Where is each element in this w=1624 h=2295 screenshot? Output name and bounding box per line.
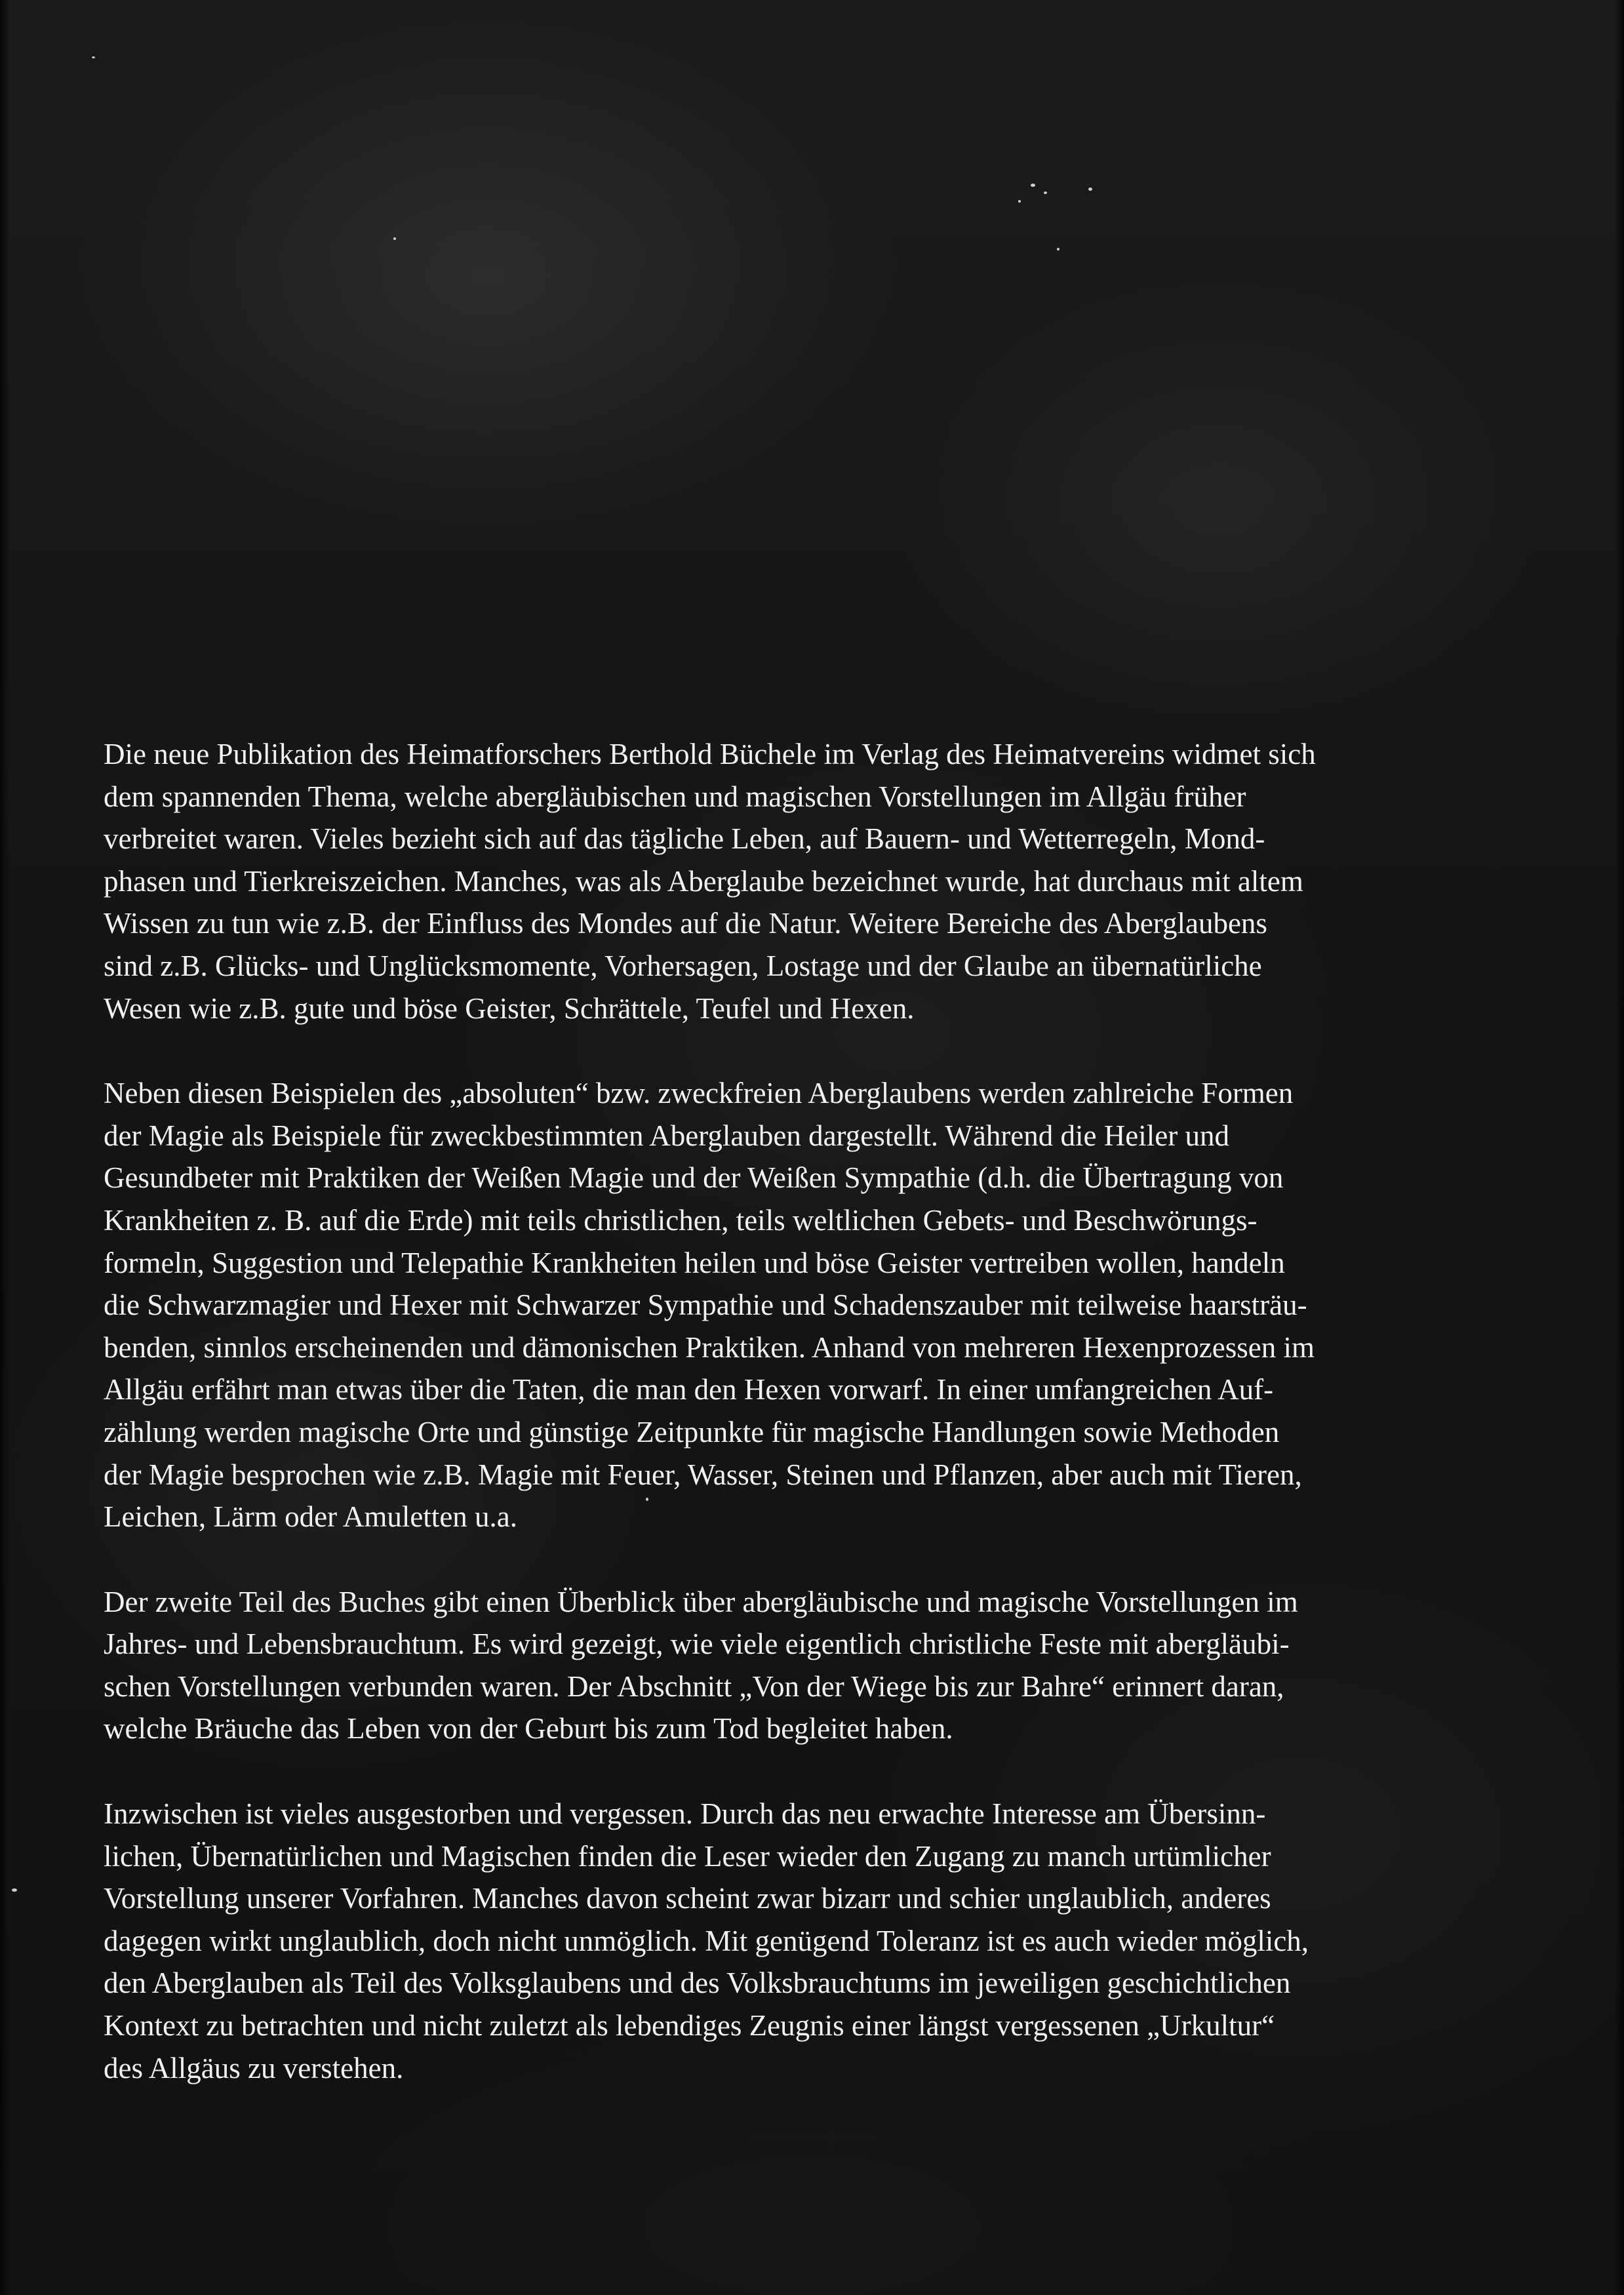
dust-speck (12, 1888, 17, 1892)
text-line: der Magie als Beispiele für zweckbestimmten Aberglauben dargestellt. Während die Heiler und (104, 1119, 1229, 1152)
text-line: dem spannenden Thema, welche abergläubischen und magischen Vorstellungen im Allgäu früher (104, 780, 1246, 813)
text-line: Wissen zu tun wie z.B. der Einfluss des Mondes auf die Natur. Weitere Bereiche des Aberglaubens (104, 907, 1267, 940)
blurb-paragraph-3 (104, 1581, 1572, 1750)
text-line: Gesundbeter mit Praktiken der Weißen Magie und der Weißen Sympathie (d.h. die Übertragung von (104, 1161, 1284, 1195)
text-line: Vorstellung unserer Vorfahren. Manches davon scheint zwar bizarr und schier unglaublich, anderes (104, 1882, 1271, 1915)
text-line: des Allgäus zu verstehen. (104, 2051, 404, 2085)
text-line: dagegen wirkt unglaublich, doch nicht unmöglich. Mit genügend Toleranz ist es auch wieder möglich, (104, 1924, 1309, 1957)
text-line: phasen und Tierkreiszeichen. Manches, was als Aberglaube bezeichnet wurde, hat durchaus mit altem (104, 864, 1303, 898)
cover-right-edge (1615, 0, 1624, 2295)
text-line: schen Vorstellungen verbunden waren. Der Abschnitt „Von der Wiege bis zur Bahre“ erinnert daran, (104, 1669, 1284, 1703)
blurb-paragraph-1 (104, 733, 1572, 1029)
text-line: der Magie besprochen wie z.B. Magie mit Feuer, Wasser, Steinen und Pflanzen, aber auch mit Tieren, (104, 1458, 1302, 1491)
text-line: Jahres- und Lebensbrauchtum. Es wird gezeigt, wie viele eigentlich christliche Feste mit abergläubi- (104, 1627, 1290, 1661)
text-line: benden, sinnlos erscheinenden und dämonischen Praktiken. Anhand von mehreren Hexenprozessen im (104, 1330, 1315, 1364)
dust-speck (1044, 191, 1047, 194)
dust-speck (393, 237, 396, 240)
text-line: formeln, Suggestion und Telepathie Krankheiten heilen und böse Geister vertreiben wollen, handeln (104, 1246, 1285, 1279)
text-line: Die neue Publikation des Heimatforschers Berthold Büchele im Verlag des Heimatvereins widmet sich (104, 738, 1316, 770)
dust-speck (1031, 184, 1035, 187)
dust-speck (1088, 188, 1092, 191)
text-line: Krankheiten z. B. auf die Erde) mit teils christlichen, teils weltlichen Gebets- und Beschwörungs- (104, 1203, 1258, 1237)
text-line: Neben diesen Beispielen des „absoluten“ bzw. zweckfreien Aberglaubens werden zahlreiche Formen (104, 1077, 1294, 1110)
text-line: welche Bräuche das Leben von der Geburt bis zum Tod begleitet haben. (104, 1712, 953, 1746)
cover-left-edge (0, 0, 9, 2295)
text-line: Allgäu erfährt man etwas über die Taten, die man den Hexen vorwarf. In einer umfangreichen Auf- (104, 1373, 1274, 1407)
blurb-paragraph-2 (104, 1072, 1572, 1538)
text-line: sind z.B. Glücks- und Unglücksmomente, Vorhersagen, Lostage und der Glaube an übernatürliche (104, 949, 1262, 982)
text-line: Leichen, Lärm oder Amuletten u.a. (104, 1500, 518, 1534)
text-line: die Schwarzmagier und Hexer mit Schwarzer Sympathie und Schadenszauber mit teilweise haarsträu- (104, 1288, 1307, 1322)
text-line: verbreitet waren. Vieles bezieht sich auf das tägliche Leben, auf Bauern- und Wetterregeln, Mond- (104, 822, 1265, 856)
dust-speck (92, 56, 95, 58)
text-line: Wesen wie z.B. gute und böse Geister, Schrättele, Teufel und Hexen. (104, 991, 915, 1025)
text-line: Der zweite Teil des Buches gibt einen Überblick über abergläubische und magische Vorstellungen im (104, 1585, 1298, 1618)
cover-blurb (104, 733, 1572, 2132)
dust-speck (1018, 200, 1021, 203)
text-line: Kontext zu betrachten und nicht zuletzt als lebendiges Zeugnis einer längst vergessenen „Urkultur“ (104, 2009, 1275, 2043)
text-line: zählung werden magische Orte und günstige Zeitpunkte für magische Handlungen sowie Methoden (104, 1415, 1280, 1448)
dust-speck (1057, 248, 1060, 250)
blurb-paragraph-4 (104, 1793, 1572, 2089)
text-line: den Aberglauben als Teil des Volksglaubens und des Volksbrauchtums im jeweiligen geschichtlichen (104, 1966, 1291, 2000)
text-line: Inzwischen ist vieles ausgestorben und vergessen. Durch das neu erwachte Interesse am Übersinn- (104, 1797, 1266, 1831)
text-line: lichen, Übernatürlichen und Magischen finden die Leser wieder den Zugang zu manch urtümlicher (104, 1839, 1271, 1873)
